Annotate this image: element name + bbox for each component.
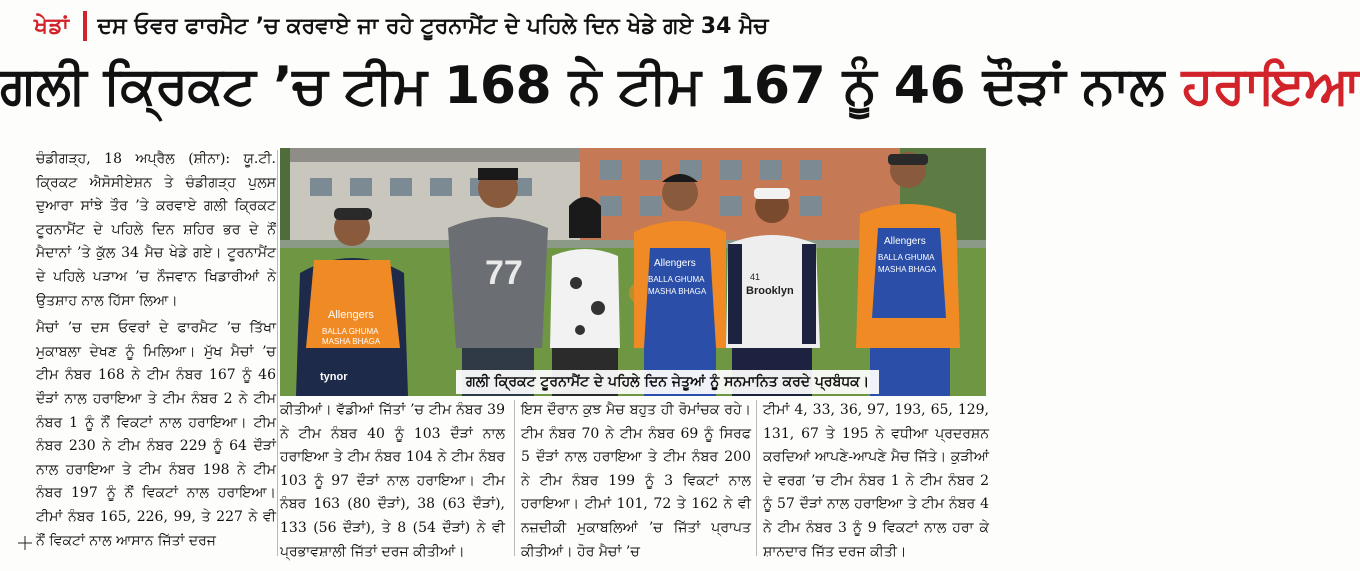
jersey-team-text: BALLA GHUMA xyxy=(322,327,379,336)
article-column-2 xyxy=(280,399,505,564)
section-tag: ਖੇਡਾਂ xyxy=(34,13,70,39)
jersey-team-text: BALLA GHUMA xyxy=(648,275,705,284)
jersey-team-text: MASHA BHAGA xyxy=(878,265,937,274)
photo-illustration xyxy=(280,148,986,396)
jersey-sponsor-text: Allengers xyxy=(654,258,696,269)
paragraph: ਟੀਮਾਂ 4, 33, 36, 97, 193, 65, 129, 131, 67 ਤੇ 195 ਨੇ ਵਧੀਆ ਪ੍ਰਦਰਸ਼ਨ ਕਰਦਿਆਂ ਆਪਣੇ-ਆਪਣੇ ਮੈਚ ਜਿੱਤੇ। ਕੁੜੀਆਂ ਦੇ ਵਰਗ ’ਚ ਟੀਮ ਨੰਬਰ 1 ਨੇ ਟੀਮ ਨੰਬਰ 2 ਨੂੰ 57 ਦੌੜਾਂ ਨਾਲ ਹਰਾਇਆ ਤੇ ਟੀਮ ਨੰਬਰ 4 ਨੇ ਟੀਮ ਨੰਬਰ 3 ਨੂੰ 9 ਵਿਕਟਾਂ ਨਾਲ ਹਰਾ ਕੇ ਸ਼ਾਨਦਾਰ ਜਿੱਤ ਦਰਜ ਕੀਤੀ। xyxy=(763,402,989,560)
photo-caption: ਗਲੀ ਕ੍ਰਿਕਟ ਟੂਰਨਾਮੈਂਟ ਦੇ ਪਹਿਲੇ ਦਿਨ ਜੇਤੂਆਂ ਨੂੰ ਸਨਮਾਨਿਤ ਕਰਦੇ ਪ੍ਰਬੰਧਕ। xyxy=(456,370,879,394)
paragraph: ਚੰਡੀਗੜ੍ਹ, 18 ਅਪ੍ਰੈਲ (ਸ਼ੀਨਾ): ਯੂ.ਟੀ. ਕ੍ਰਿਕਟ ਐਸੋਸੀਏਸ਼ਨ ਤੇ ਚੰਡੀਗੜ੍ਹ ਪੁਲਸ ਦੁਆਰਾ ਸਾਂਝੇ ਤੌਰ ’ਤੇ ਕਰਵਾਏ ਗਲੀ ਕ੍ਰਿਕਟ ਟੂਰਨਾਮੈਂਟ ਦੇ ਪਹਿਲੇ ਦਿਨ ਸ਼ਹਿਰ ਭਰ ਦੇ ਨੌਂ ਮੈਦਾਨਾਂ ’ਤੇ ਕੁੱਲ 34 ਮੈਚ ਖੇਡੇ ਗਏ। ਟੂਰਨਾਮੈਂਟ ਦੇ ਪਹਿਲੇ ਪੜਾਅ ’ਚ ਨੌਜਵਾਨ ਖਿਡਾਰੀਆਂ ਨੇ ਉਤਸ਼ਾਹ ਨਾਲ ਹਿੱਸਾ ਲਿਆ। xyxy=(36,151,276,309)
jersey-number-text: 41 xyxy=(750,272,761,282)
paragraph: ਕੀਤੀਆਂ। ਵੱਡੀਆਂ ਜਿੱਤਾਂ ’ਚ ਟੀਮ ਨੰਬਰ 39 ਨੇ ਟੀਮ ਨੰਬਰ 40 ਨੂੰ 103 ਦੌੜਾਂ ਨਾਲ ਹਰਾਇਆ ਤੇ ਟੀਮ ਨੰਬਰ 104 ਨੇ ਟੀਮ ਨੰਬਰ 103 ਨੂੰ 97 ਦੌੜਾਂ ਨਾਲ ਹਰਾਇਆ। ਟੀਮ ਨੰਬਰ 163 (80 ਦੌੜਾਂ), 38 (63 ਦੌੜਾਂ), 133 (56 ਦੌੜਾਂ), ਤੇ 8 (54 ਦੌੜਾਂ) ਨੇ ਵੀ ਪ੍ਰਭਾਵਸ਼ਾਲੀ ਜਿੱਤਾਂ ਦਰਜ ਕੀਤੀਆਂ। xyxy=(280,402,505,560)
jersey-team-text: MASHA BHAGA xyxy=(322,337,381,346)
column-divider xyxy=(514,400,515,556)
jersey-brooklyn-text: Brooklyn xyxy=(746,285,794,297)
jersey-sponsor-text: Allengers xyxy=(328,309,374,321)
column-divider xyxy=(756,400,757,556)
registration-mark-icon xyxy=(18,536,32,550)
jersey-sponsor-text: Allengers xyxy=(884,236,926,247)
article-column-4 xyxy=(763,399,989,564)
headline-main-text: ਗਲੀ ਕ੍ਰਿਕਟ ’ਚ ਟੀਮ 168 ਨੇ ਟੀਮ 167 ਨੂੰ 46 ਦੌੜਾਂ ਨਾਲ xyxy=(0,56,1182,116)
headline-highlight-text: ਹਰਾਇਆ xyxy=(1181,56,1360,116)
article-column-3 xyxy=(521,399,751,564)
article-column-1 xyxy=(36,148,276,553)
jersey-team-text: MASHA BHAGA xyxy=(648,287,707,296)
kicker-divider xyxy=(83,11,87,41)
main-headline xyxy=(0,56,1360,117)
jersey-brand-text: tynor xyxy=(320,371,348,383)
paragraph: ਇਸ ਦੌਰਾਨ ਕੁਝ ਮੈਚ ਬਹੁਤ ਹੀ ਰੋਮਾਂਚਕ ਰਹੇ। ਟੀਮ ਨੰਬਰ 70 ਨੇ ਟੀਮ ਨੰਬਰ 69 ਨੂੰ ਸਿਰਫ 5 ਦੌੜਾਂ ਨਾਲ ਹਰਾਇਆ ਤੇ ਟੀਮ ਨੰਬਰ 200 ਨੇ ਟੀਮ ਨੰਬਰ 199 ਨੂੰ 3 ਵਿਕਟਾਂ ਨਾਲ ਹਰਾਇਆ। ਟੀਮਾਂ 101, 72 ਤੇ 162 ਨੇ ਵੀ ਨਜ਼ਦੀਕੀ ਮੁਕਾਬਲਿਆਂ ’ਚ ਜਿੱਤਾਂ ਪ੍ਰਾਪਤ ਕੀਤੀਆਂ। ਹੋਰ ਮੈਚਾਂ ’ਚ xyxy=(521,402,751,560)
news-photo xyxy=(280,148,986,396)
kicker-headline: ਦਸ ਓਵਰ ਫਾਰਮੈਟ ’ਚ ਕਰਵਾਏ ਜਾ ਰਹੇ ਟੂਰਨਾਮੈਂਟ ਦੇ ਪਹਿਲੇ ਦਿਨ ਖੇਡੇ ਗਏ 34 ਮੈਚ xyxy=(97,13,769,39)
column-divider xyxy=(277,150,278,556)
jersey-number-text: 77 xyxy=(485,254,523,292)
kicker xyxy=(34,8,768,44)
jersey-team-text: BALLA GHUMA xyxy=(878,253,935,262)
paragraph: ਮੈਚਾਂ ’ਚ ਦਸ ਓਵਰਾਂ ਦੇ ਫਾਰਮੈਟ ’ਚ ਤਿੱਖਾ ਮੁਕਾਬਲਾ ਦੇਖਣ ਨੂੰ ਮਿਲਿਆ। ਮੁੱਖ ਮੈਚਾਂ ’ਚ ਟੀਮ ਨੰਬਰ 168 ਨੇ ਟੀਮ ਨੰਬਰ 167 ਨੂੰ 46 ਦੌੜਾਂ ਨਾਲ ਹਰਾਇਆ ਤੇ ਟੀਮ ਨੰਬਰ 2 ਨੇ ਟੀਮ ਨੰਬਰ 1 ਨੂੰ ਨੌਂ ਵਿਕਟਾਂ ਨਾਲ ਹਰਾਇਆ। ਟੀਮ ਨੰਬਰ 230 ਨੇ ਟੀਮ ਨੰਬਰ 229 ਨੂੰ 64 ਦੌੜਾਂ ਨਾਲ ਹਰਾਇਆ ਤੇ ਟੀਮ ਨੰਬਰ 198 ਨੇ ਟੀਮ ਨੰਬਰ 197 ਨੂੰ ਨੌਂ ਵਿਕਟਾਂ ਨਾਲ ਹਰਾਇਆ। ਟੀਮਾਂ ਨੰਬਰ 165, 226, 99, ਤੇ 227 ਨੇ ਵੀ ਨੌਂ ਵਿਕਟਾਂ ਨਾਲ ਆਸਾਨ ਜਿੱਤਾਂ ਦਰਜ xyxy=(36,320,276,549)
